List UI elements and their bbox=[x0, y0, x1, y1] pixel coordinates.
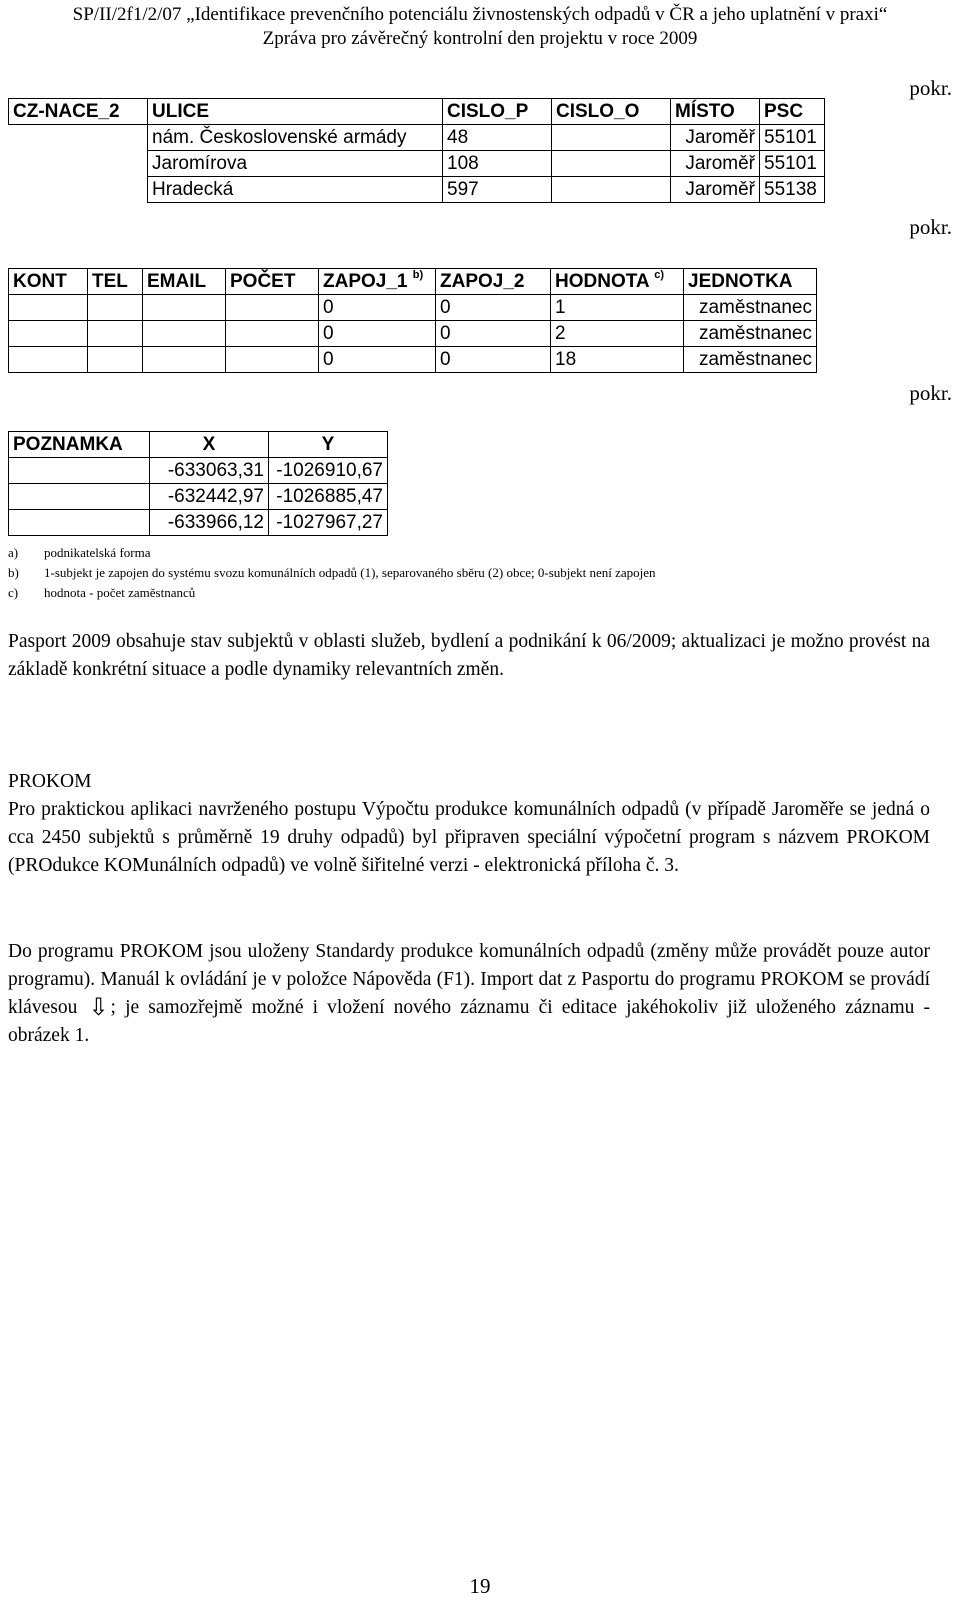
continuation-label: pokr. bbox=[909, 215, 952, 239]
table-row bbox=[9, 484, 388, 510]
table-cell: Jaromírova bbox=[148, 151, 443, 177]
footnote-text: 1-subjekt je zapojen do systému svozu komunálních odpadů (1), separovaného sběru (2) obce; 0-subjekt není zapojen bbox=[44, 565, 656, 580]
table-cell: 0 bbox=[436, 295, 551, 321]
table-cell: -633063,31 bbox=[150, 458, 269, 484]
table-cell bbox=[552, 125, 671, 151]
table-header-row bbox=[9, 432, 388, 458]
paragraph-prokom: Pro praktickou aplikaci navrženého postupu Výpočtu produkce komunálních odpadů (v případě Jaroměře se jedná o cca 2450 subjektů s průměrně 19 druhy odpadů) byl připraven speciální výpočetní program s názvem PROKOM (PROdukce KOMunálních odpadů) ve volně šiřitelné verzi - elektronická příloha č. 3. bbox=[8, 799, 930, 876]
continuation-label: pokr. bbox=[909, 381, 952, 405]
column-header: X bbox=[150, 432, 269, 458]
table-cell: zaměstnanec bbox=[684, 347, 817, 373]
column-header: JEDNOTKA bbox=[684, 269, 817, 295]
table-cell: 0 bbox=[436, 321, 551, 347]
footnote-text: hodnota - počet zaměstnanců bbox=[44, 585, 196, 600]
table-cell bbox=[9, 347, 88, 373]
footnote-mark: b) bbox=[8, 565, 19, 580]
address-table bbox=[8, 98, 825, 203]
table-cell bbox=[9, 177, 148, 203]
column-header: PSC bbox=[760, 99, 825, 125]
header-line-2: Zpráva pro závěrečný kontrolní den projektu v roce 2009 bbox=[262, 28, 698, 49]
table-cell bbox=[9, 125, 148, 151]
table-header-row bbox=[9, 99, 825, 125]
table-row bbox=[9, 347, 817, 373]
contact-table bbox=[8, 268, 817, 373]
continuation-label: pokr. bbox=[909, 76, 952, 100]
footnote bbox=[8, 584, 928, 602]
table-row bbox=[9, 151, 825, 177]
column-header: ULICE bbox=[148, 99, 443, 125]
column-header-label: HODNOTA bbox=[555, 271, 649, 292]
column-header: POČET bbox=[226, 269, 319, 295]
footnote-mark: a) bbox=[8, 545, 19, 560]
table-row bbox=[9, 177, 825, 203]
column-header-label: ZAPOJ_1 bbox=[323, 271, 408, 292]
footnote-mark: b) bbox=[412, 269, 424, 281]
column-header: TEL bbox=[88, 269, 143, 295]
table-cell: 0 bbox=[319, 295, 436, 321]
table-cell: zaměstnanec bbox=[684, 295, 817, 321]
paragraph-text: Do programu PROKOM jsou uloženy Standardy produkce komunálních odpadů (změny může provádět pouze autor programu). Manuál k ovládání je v položce Nápověda (F1). Import dat z Pasportu do programu PROKOM se provádí klávesou bbox=[8, 941, 930, 1018]
table-cell: -632442,97 bbox=[150, 484, 269, 510]
table-cell: 48 bbox=[443, 125, 552, 151]
table-row bbox=[9, 458, 388, 484]
table-row bbox=[9, 321, 817, 347]
table-cell: 55101 bbox=[760, 151, 825, 177]
table-cell: Hradecká bbox=[148, 177, 443, 203]
table-cell: Jaroměř bbox=[671, 177, 760, 203]
column-header-hodnota bbox=[551, 269, 684, 295]
footnote-mark: c) bbox=[654, 269, 664, 281]
table-cell bbox=[9, 510, 150, 536]
column-header-zapoj1 bbox=[319, 269, 436, 295]
table-cell bbox=[552, 177, 671, 203]
table-cell: 55101 bbox=[760, 125, 825, 151]
footnote bbox=[8, 564, 928, 582]
table-cell: 597 bbox=[443, 177, 552, 203]
table-cell: -633966,12 bbox=[150, 510, 269, 536]
table-cell bbox=[9, 458, 150, 484]
footnote-text: podnikatelská forma bbox=[44, 545, 151, 560]
table-cell bbox=[88, 321, 143, 347]
header-line-1: SP/II/2f1/2/07 „Identifikace prevenčního potenciálu živnostenských odpadů v ČR a jeho uplatnění v praxi“ bbox=[72, 4, 888, 25]
table-cell: -1026885,47 bbox=[269, 484, 388, 510]
table-cell bbox=[226, 321, 319, 347]
column-header: CZ-NACE_2 bbox=[9, 99, 148, 125]
column-header: Y bbox=[269, 432, 388, 458]
table-cell: 0 bbox=[319, 321, 436, 347]
footnote-mark: c) bbox=[8, 585, 19, 600]
column-header: MÍSTO bbox=[671, 99, 760, 125]
table-cell bbox=[143, 295, 226, 321]
table-cell bbox=[226, 295, 319, 321]
table-cell bbox=[9, 151, 148, 177]
column-header: CISLO_P bbox=[443, 99, 552, 125]
table-cell bbox=[9, 321, 88, 347]
section-heading: PROKOM bbox=[8, 771, 92, 792]
section-prokom bbox=[8, 768, 930, 880]
table-cell: nám. Československé armády bbox=[148, 125, 443, 151]
coordinates-table bbox=[8, 431, 388, 536]
column-header: EMAIL bbox=[143, 269, 226, 295]
table-row bbox=[9, 295, 817, 321]
column-header: CISLO_O bbox=[552, 99, 671, 125]
table-cell: 1 bbox=[551, 295, 684, 321]
table-cell: 2 bbox=[551, 321, 684, 347]
table-cell bbox=[143, 321, 226, 347]
table-cell: Jaroměř bbox=[671, 151, 760, 177]
table-row bbox=[9, 510, 388, 536]
table-cell: -1027967,27 bbox=[269, 510, 388, 536]
column-header: KONT bbox=[9, 269, 88, 295]
table-cell: -1026910,67 bbox=[269, 458, 388, 484]
table-cell: 55138 bbox=[760, 177, 825, 203]
table-cell: zaměstnanec bbox=[684, 321, 817, 347]
table-cell: 18 bbox=[551, 347, 684, 373]
down-arrow-icon: ⇩ bbox=[88, 995, 109, 1021]
table-cell bbox=[9, 295, 88, 321]
footnote bbox=[8, 544, 928, 562]
page-number: 19 bbox=[469, 1574, 491, 1598]
column-header: POZNAMKA bbox=[9, 432, 150, 458]
table-cell bbox=[88, 347, 143, 373]
table-cell: Jaroměř bbox=[671, 125, 760, 151]
paragraph-pasport: Pasport 2009 obsahuje stav subjektů v oblasti služeb, bydlení a podnikání k 06/2009; aktualizaci je možno provést na základě konkrétní situace a podle dynamiky relevantních změn. bbox=[8, 631, 930, 680]
table-cell bbox=[9, 484, 150, 510]
table-cell: 0 bbox=[319, 347, 436, 373]
table-cell bbox=[88, 295, 143, 321]
table-cell: 0 bbox=[436, 347, 551, 373]
column-header: ZAPOJ_2 bbox=[436, 269, 551, 295]
table-cell: 108 bbox=[443, 151, 552, 177]
table-cell bbox=[552, 151, 671, 177]
table-cell bbox=[226, 347, 319, 373]
table-row bbox=[9, 125, 825, 151]
table-header-row bbox=[9, 269, 817, 295]
paragraph-text: ; je samozřejmě možné i vložení nového záznamu či editace jakéhokoliv již uloženého záznamu - obrázek 1. bbox=[8, 997, 930, 1046]
paragraph-program bbox=[8, 938, 930, 1050]
table-cell bbox=[143, 347, 226, 373]
